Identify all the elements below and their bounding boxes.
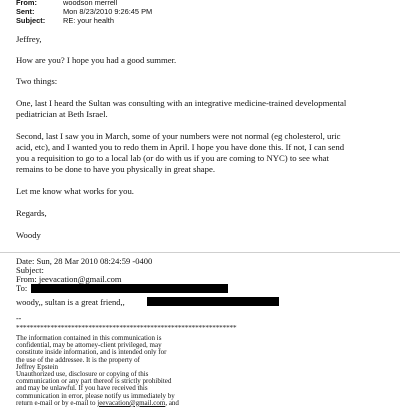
from-line: From: jeevacation@gmail.com xyxy=(16,274,122,284)
disclaimer-line: and may be unlawful. If you have received this xyxy=(16,384,148,393)
date-line: Date: Sun, 28 Mar 2010 08:24:59 -0400 xyxy=(16,256,153,266)
divider xyxy=(0,252,400,253)
disclaimer-line: the use of the addressee. It is the property of xyxy=(16,355,141,364)
greeting: Jeffrey, xyxy=(16,34,42,44)
sent-value: Mon 8/23/2010 9:26:45 PM xyxy=(63,7,153,16)
redaction-bar xyxy=(31,284,228,293)
subject-label: Subject: xyxy=(16,16,46,25)
disclaimer-line: confidential, may be attorney-client privileged, may xyxy=(16,341,162,350)
paragraph: Let me know what works for you. xyxy=(16,186,134,196)
closing: Regards, xyxy=(16,208,47,218)
paragraph-line: you a requisition to go to a local lab (or do with us if you are coming to NYC) to see what xyxy=(16,153,329,163)
disclaimer-text: return e-mail or by e-mail to xyxy=(16,398,98,407)
paragraph-line: acid, etc), and I wanted you to redo them in April. I hope you have done this. If not, I can send xyxy=(16,142,345,152)
subject-value: RE: your health xyxy=(63,16,114,25)
signature-separator: -- xyxy=(16,314,22,323)
paragraph-line: pediatrician at Beth Israel. xyxy=(16,109,108,119)
paragraph: Two things: xyxy=(16,76,58,86)
message-line: woody,, sultan is a great friend,, xyxy=(16,297,125,307)
sent-label: Sent: xyxy=(16,7,35,16)
from-label: From: xyxy=(16,0,37,7)
disclaimer-text: , and xyxy=(165,398,179,407)
disclaimer-line: Jeffrey Epstein xyxy=(16,362,59,371)
disclaimer-line: communication or any part thereof is strictly prohibited xyxy=(16,377,172,386)
from-value: woodson merrell xyxy=(63,0,118,7)
disclaimer-line: Unauthorized use, disclosure or copying of this xyxy=(16,370,149,378)
redaction-bar xyxy=(147,297,279,306)
to-label: To: xyxy=(16,283,28,293)
paragraph-line: Second, last I saw you in March, some of your numbers were not normal (eg cholesterol, uric xyxy=(16,131,341,141)
asterisk-rule: **************************************************************** xyxy=(16,324,237,332)
subject-line: Subject: xyxy=(16,265,44,275)
paragraph-line: remains to be done to have you physically in great shape. xyxy=(16,164,216,174)
disclaimer-line: communication in error, please notify us immediately by xyxy=(16,391,175,400)
email-link[interactable]: jeevacation@gmail.com xyxy=(97,398,166,407)
paragraph-line: One, last I heard the Sultan was consulting with an integrative medicine-trained developmental xyxy=(16,98,347,108)
signature: Woody xyxy=(16,230,41,240)
paragraph: How are you? I hope you had a good summer. xyxy=(16,55,177,65)
disclaimer-line: constitute inside information, and is intended only for xyxy=(16,348,167,357)
disclaimer-line xyxy=(16,400,179,407)
disclaimer-line: The information contained in this communication is xyxy=(16,334,162,342)
